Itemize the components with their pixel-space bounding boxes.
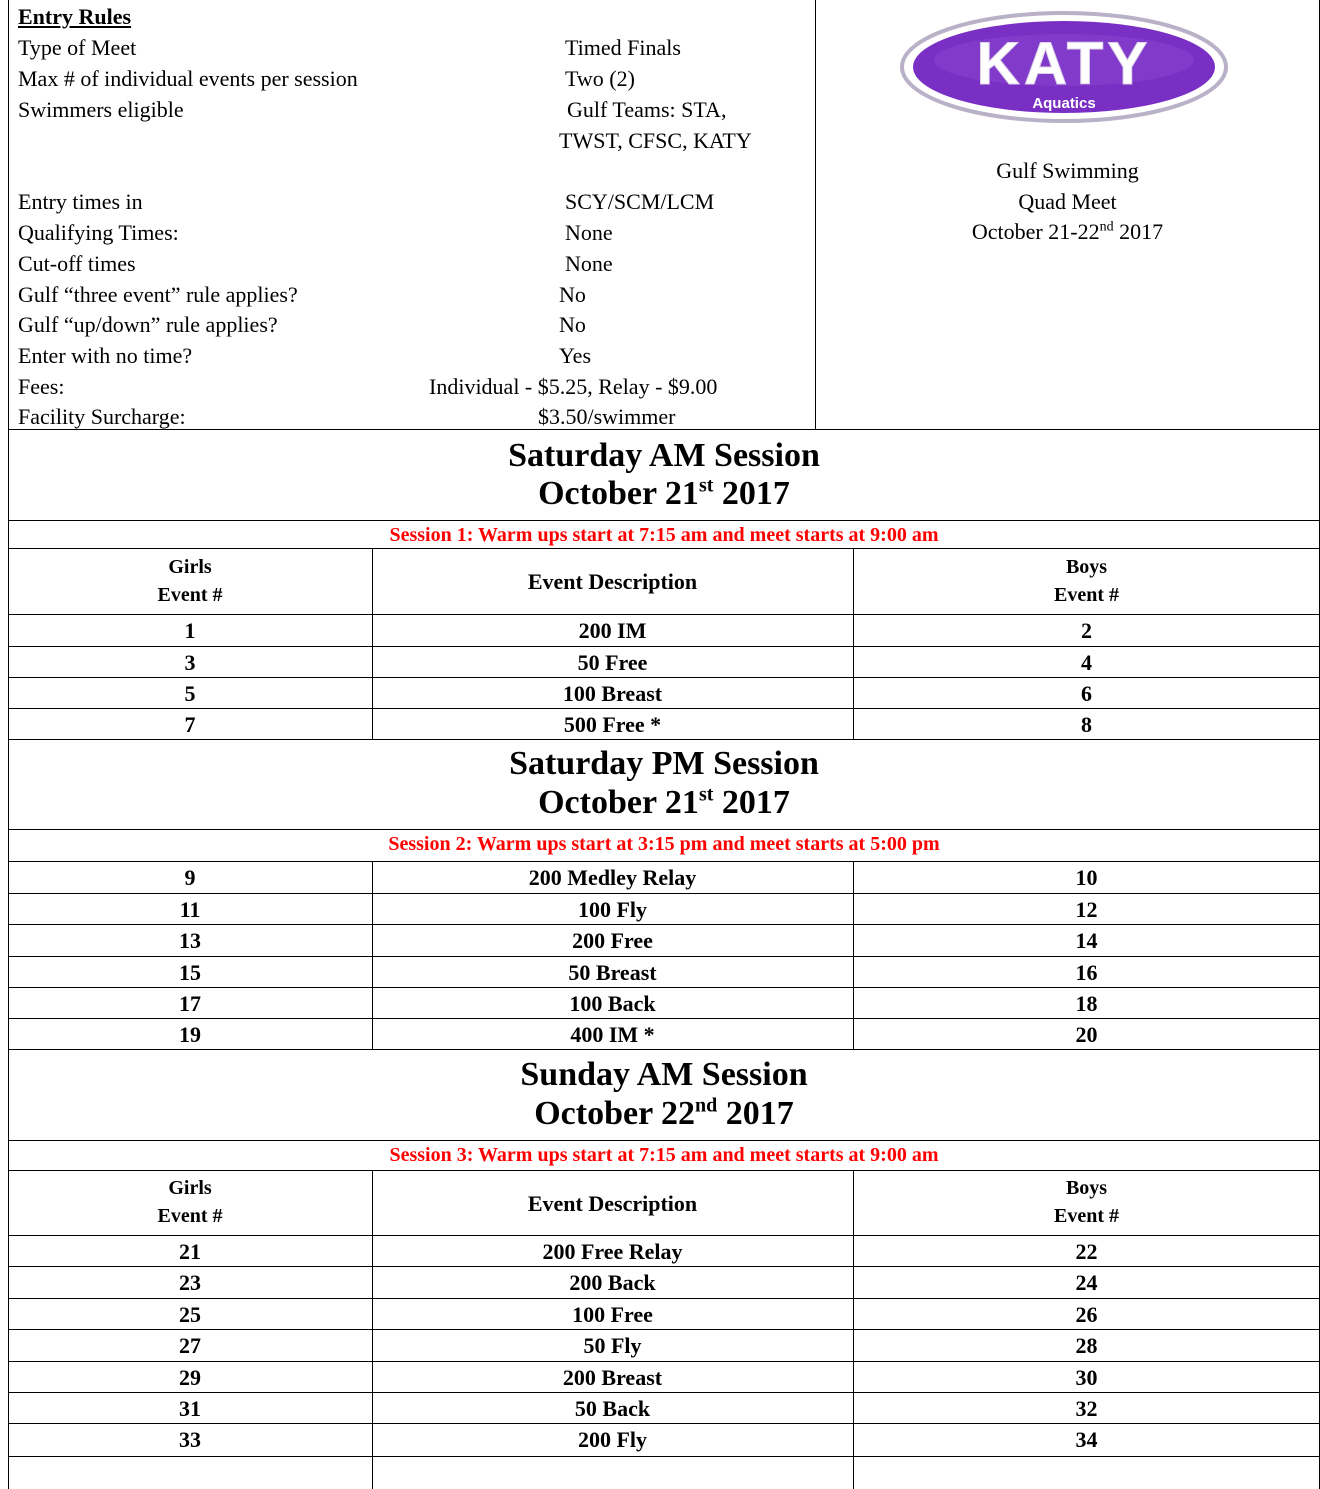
meet-org: Gulf Swimming (996, 158, 1139, 183)
girls-header (8, 553, 372, 609)
session-1-note: Session 1: Warm ups start at 7:15 am and meet starts at 9:00 am (389, 524, 939, 546)
boys-event: 2 (1081, 618, 1092, 643)
divider (8, 1140, 1320, 1141)
rule-label: Gulf “up/down” rule applies? (18, 312, 278, 337)
event-desc: 500 Free * (563, 712, 662, 737)
event-desc: 200 Medley Relay (528, 865, 697, 890)
rule-value: None (565, 220, 613, 245)
rule-value: No (559, 312, 586, 337)
rule-label: Gulf “three event” rule applies? (18, 282, 298, 307)
session-3-date-year: 2017 (717, 1095, 794, 1132)
desc-header: Event Description (527, 1191, 698, 1216)
session-1-date-sup: st (698, 474, 714, 497)
rule-label: Facility Surcharge: (18, 404, 186, 429)
event-desc: 50 Breast (568, 960, 657, 985)
girls-event: 11 (179, 897, 201, 922)
divider (8, 739, 1320, 740)
session-1-title: Saturday AM Session (508, 437, 820, 474)
meet-dates-text: October 21-22 (971, 219, 1100, 244)
event-desc: 50 Free (577, 650, 648, 675)
event-desc: 50 Back (574, 1396, 651, 1421)
session-3-date-text: October 22 (534, 1095, 696, 1132)
rule-label: Type of Meet (18, 35, 137, 60)
rule-label: Entry times in (18, 189, 143, 214)
event-desc: 50 Fly (583, 1333, 642, 1358)
boys-header (853, 1174, 1320, 1230)
session-1-date (8, 476, 1320, 512)
event-desc: 200 Free Relay (542, 1239, 683, 1264)
boys-event: 34 (1075, 1427, 1098, 1452)
session-2-date-text: October 21 (538, 784, 699, 821)
session-3-date-sup: nd (695, 1094, 718, 1117)
session-1-date-text: October 21 (538, 475, 699, 512)
event-desc: 100 Fly (577, 897, 648, 922)
divider (8, 548, 1320, 549)
rule-value: No (559, 282, 586, 307)
girls-event: 21 (179, 1239, 201, 1264)
girls-header (8, 1174, 372, 1230)
girls-event: 17 (179, 991, 201, 1016)
event-desc: 200 Back (569, 1270, 656, 1295)
girls-event: 33 (179, 1427, 201, 1452)
event-desc: 200 Breast (562, 1365, 663, 1390)
boys-header-line1: Boys (1065, 1177, 1108, 1199)
entry-rules-title: Entry Rules (18, 4, 132, 29)
session-1-date-year: 2017 (713, 475, 790, 512)
rule-value: None (565, 251, 613, 276)
event-desc: 100 Free (572, 1302, 653, 1327)
boys-event: 14 (1075, 928, 1098, 953)
girls-event: 1 (184, 618, 196, 643)
boys-header-line2: Event # (1054, 584, 1119, 606)
boys-event: 16 (1075, 960, 1098, 985)
meet-dates (815, 219, 1320, 245)
girls-event: 29 (179, 1365, 201, 1390)
girls-event: 9 (184, 865, 196, 890)
rule-label: Fees: (18, 374, 65, 399)
boys-event: 30 (1075, 1365, 1098, 1390)
girls-event: 19 (179, 1022, 201, 1047)
rule-label: Max # of individual events per session (18, 66, 358, 91)
rule-label: Enter with no time? (18, 343, 193, 368)
rule-label: Cut-off times (18, 251, 136, 276)
rule-value: Gulf Teams: STA, (567, 97, 727, 122)
boys-event: 24 (1075, 1270, 1098, 1295)
meet-dates-sup: nd (1099, 219, 1114, 235)
girls-header-line1: Girls (168, 1177, 212, 1199)
boys-event: 28 (1075, 1333, 1098, 1358)
boys-event: 22 (1075, 1239, 1098, 1264)
event-desc: 100 Back (569, 991, 656, 1016)
rule-value: SCY/SCM/LCM (565, 189, 715, 214)
girls-event: 27 (179, 1333, 201, 1358)
session-2-date-year: 2017 (713, 784, 790, 821)
event-desc: 200 Free (572, 928, 653, 953)
entry-rules-divider (815, 0, 816, 430)
girls-header-line2: Event # (157, 584, 223, 606)
rule-value: $3.50/swimmer (538, 404, 676, 429)
boys-event: 10 (1075, 865, 1098, 890)
divider (8, 829, 1320, 830)
girls-event: 23 (179, 1270, 201, 1295)
rule-value: Timed Finals (565, 35, 681, 60)
boys-event: 26 (1075, 1302, 1098, 1327)
girls-event: 3 (184, 650, 196, 675)
divider (8, 1049, 1320, 1050)
rule-value: Individual - $5.25, Relay - $9.00 (429, 374, 718, 399)
session-3-title: Sunday AM Session (520, 1056, 808, 1093)
boys-event: 8 (1081, 712, 1092, 737)
girls-event: 25 (179, 1302, 201, 1327)
meet-dates-year: 2017 (1113, 219, 1164, 244)
boys-event: 4 (1081, 650, 1092, 675)
session-3-date (8, 1096, 1320, 1132)
boys-event: 32 (1075, 1396, 1098, 1421)
girls-event: 5 (184, 681, 196, 706)
girls-event: 31 (179, 1396, 201, 1421)
event-desc: 100 Breast (562, 681, 663, 706)
divider (8, 520, 1320, 521)
girls-event: 7 (184, 712, 196, 737)
desc-header: Event Description (527, 569, 698, 594)
boys-event: 20 (1075, 1022, 1098, 1047)
rule-label: Qualifying Times: (18, 220, 179, 245)
girls-header-line1: Girls (168, 556, 212, 578)
divider (8, 1456, 1320, 1457)
girls-event: 15 (179, 960, 201, 985)
rule-value: Two (2) (565, 66, 635, 91)
logo-subtext: Aquatics (1032, 95, 1096, 112)
girls-header-line2: Event # (157, 1205, 223, 1227)
logo-text: KATY (976, 30, 1152, 97)
rule-label: Swimmers eligible (18, 97, 184, 122)
session-3-note: Session 3: Warm ups start at 7:15 am and meet starts at 9:00 am (389, 1144, 939, 1166)
event-desc: 200 Fly (577, 1427, 648, 1452)
session-2-date-sup: st (698, 783, 714, 806)
boys-event: 12 (1075, 897, 1098, 922)
girls-event: 13 (179, 928, 201, 953)
boys-event: 6 (1081, 681, 1092, 706)
session-2-note: Session 2: Warm ups start at 3:15 pm and meet starts at 5:00 pm (388, 833, 940, 855)
boys-header-line2: Event # (1054, 1205, 1119, 1227)
event-desc: 400 IM * (570, 1022, 655, 1047)
meet-name: Quad Meet (1018, 189, 1117, 214)
boys-event: 18 (1075, 991, 1098, 1016)
event-desc: 200 IM (578, 618, 647, 643)
rule-value: Yes (559, 343, 592, 368)
session-2-date (8, 785, 1320, 821)
boys-header (853, 553, 1320, 609)
divider (8, 1170, 1320, 1171)
session-2-title: Saturday PM Session (509, 745, 819, 782)
katy-aquatics-logo (899, 10, 1229, 125)
boys-header-line1: Boys (1065, 556, 1108, 578)
rule-value: TWST, CFSC, KATY (559, 128, 752, 153)
